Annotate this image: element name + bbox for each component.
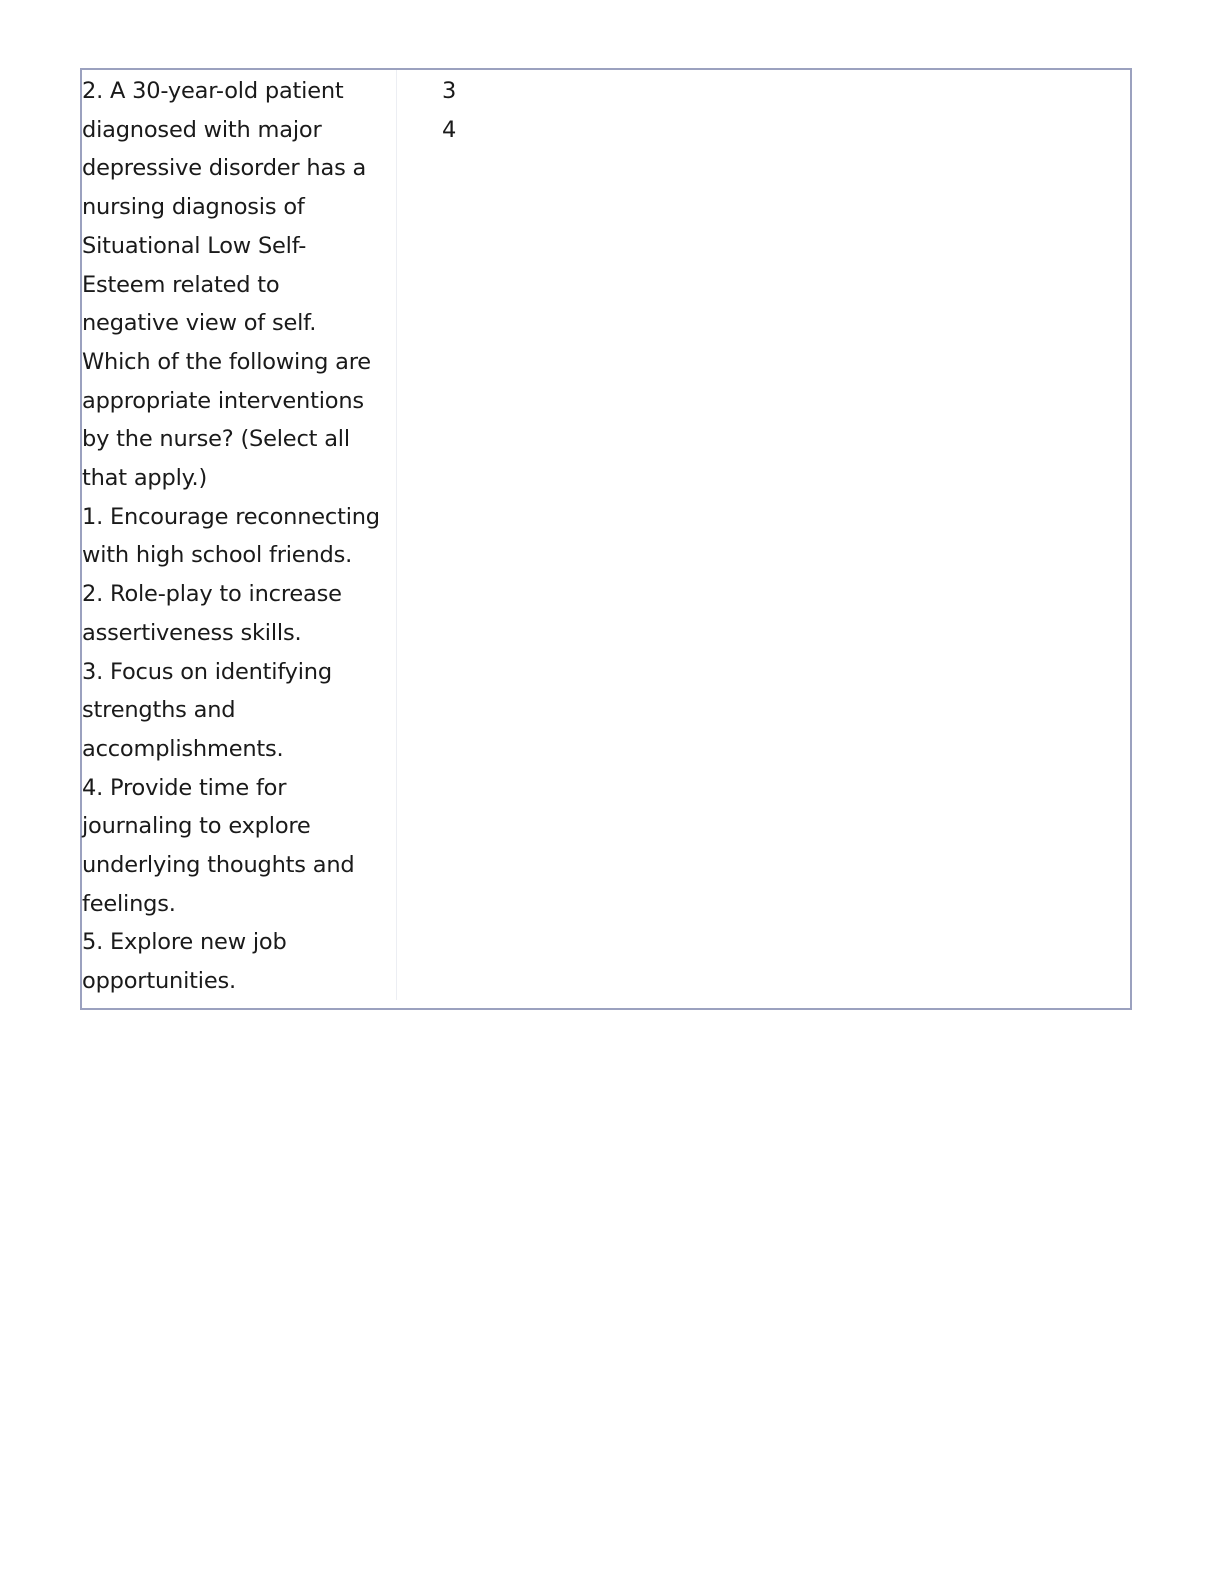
- option-line: opportunities.: [82, 968, 236, 995]
- question-line: appropriate interventions: [82, 387, 364, 414]
- option-line: with high school friends.: [82, 542, 353, 569]
- question-line: depressive disorder has a: [82, 155, 367, 182]
- option-line: underlying thoughts and: [82, 852, 355, 879]
- option-line: 5. Explore new job: [82, 929, 287, 956]
- question-line: that apply.): [82, 465, 208, 492]
- question-line: negative view of self.: [82, 310, 317, 337]
- question-text: [82, 70, 396, 1001]
- option-line: journaling to explore: [82, 813, 311, 840]
- option-line: 3. Focus on identifying: [82, 658, 332, 685]
- answer-cell: [442, 72, 642, 149]
- option-line: 4. Provide time for: [82, 774, 287, 801]
- question-line: by the nurse? (Select all: [82, 426, 350, 453]
- question-line: nursing diagnosis of: [82, 194, 305, 221]
- answer-value: 3: [442, 78, 457, 104]
- question-line: Which of the following are: [82, 348, 371, 375]
- question-line: Esteem related to: [82, 271, 280, 298]
- question-line: Situational Low Self-: [82, 232, 307, 259]
- question-answer-table: [80, 68, 1132, 1010]
- option-line: 2. Role-play to increase: [82, 581, 342, 608]
- question-line: diagnosed with major: [82, 116, 322, 143]
- answer-value: 4: [442, 116, 457, 143]
- option-line: accomplishments.: [82, 735, 284, 762]
- option-line: assertiveness skills.: [82, 619, 302, 646]
- option-line: 1. Encourage reconnecting: [82, 503, 380, 530]
- question-cell: [82, 70, 397, 1000]
- question-line: 2. A 30-year-old patient: [82, 78, 344, 104]
- option-line: feelings.: [82, 890, 176, 917]
- option-line: strengths and: [82, 697, 236, 724]
